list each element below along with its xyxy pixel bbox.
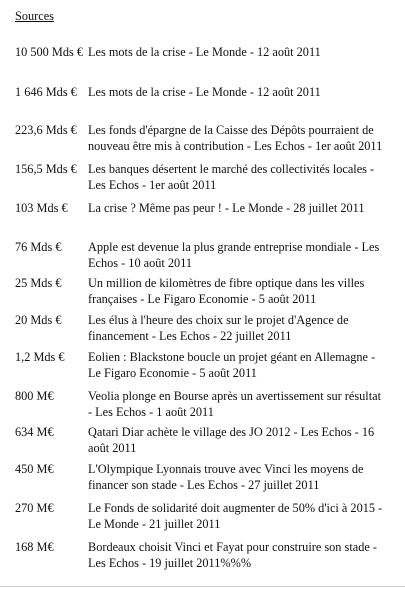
amount: 20 Mds €	[15, 313, 62, 327]
amount: 168 M€	[15, 540, 54, 554]
source-citation: Les fonds d'épargne de la Caisse des Dépôts pourraient de nouveau être mis à contribution - Les Echos - 1er août 2011	[88, 123, 383, 153]
source-citation: Le Fonds de solidarité doit augmenter de 50% d'ici à 2015 - Le Monde - 21 juillet 2011	[88, 501, 383, 531]
source-citation: Apple est devenue la plus grande entreprise mondiale - Les Echos - 10 août 2011	[88, 240, 380, 270]
amount: 1 646 Mds €	[15, 85, 77, 99]
source-citation: Les banques désertent le marché des collectivités locales - Les Echos - 1er août 2011	[88, 162, 375, 192]
amount: 270 M€	[15, 501, 54, 515]
source-citation: L'Olympique Lyonnais trouve avec Vinci les moyens de financer son stade - Les Echos - 27 juillet 2011	[88, 462, 364, 492]
sources-heading: Sources	[15, 9, 54, 23]
source-citation: Un million de kilomètres de fibre optique dans les villes françaises - Le Figaro Economie - 5 août 2011	[88, 276, 365, 306]
amount: 223,6 Mds €	[15, 123, 77, 137]
bottom-divider	[0, 586, 405, 587]
amount: 156,5 Mds €	[15, 162, 77, 176]
amount: 10 500 Mds €	[15, 45, 83, 59]
source-citation: La crise ? Même pas peur ! - Le Monde - 28 juillet 2011	[88, 201, 365, 215]
source-citation: Qatari Diar achète le village des JO 2012 - Les Echos - 16 août 2011	[88, 425, 375, 455]
amount: 76 Mds €	[15, 240, 62, 254]
amount: 800 M€	[15, 389, 54, 403]
source-citation: Veolia plonge en Bourse après un avertissement sur résultat - Les Echos - 1 août 2011	[88, 389, 381, 419]
source-citation: Les élus à l'heure des choix sur le projet d'Agence de financement - Les Echos - 22 juillet 2011	[88, 313, 349, 343]
amount: 1,2 Mds €	[15, 350, 65, 364]
source-citation: Eolien : Blackstone boucle un projet géant en Allemagne - Le Figaro Economie - 5 août 2011	[88, 350, 376, 380]
source-citation: Les mots de la crise - Le Monde - 12 août 2011	[88, 85, 321, 99]
amount: 103 Mds €	[15, 201, 68, 215]
source-citation: Les mots de la crise - Le Monde - 12 août 2011	[88, 45, 321, 59]
amount: 450 M€	[15, 462, 54, 476]
source-citation: Bordeaux choisit Vinci et Fayat pour construire son stade - Les Echos - 19 juillet 2011%%%	[88, 540, 377, 570]
amount: 25 Mds €	[15, 276, 62, 290]
amount: 634 M€	[15, 425, 54, 439]
